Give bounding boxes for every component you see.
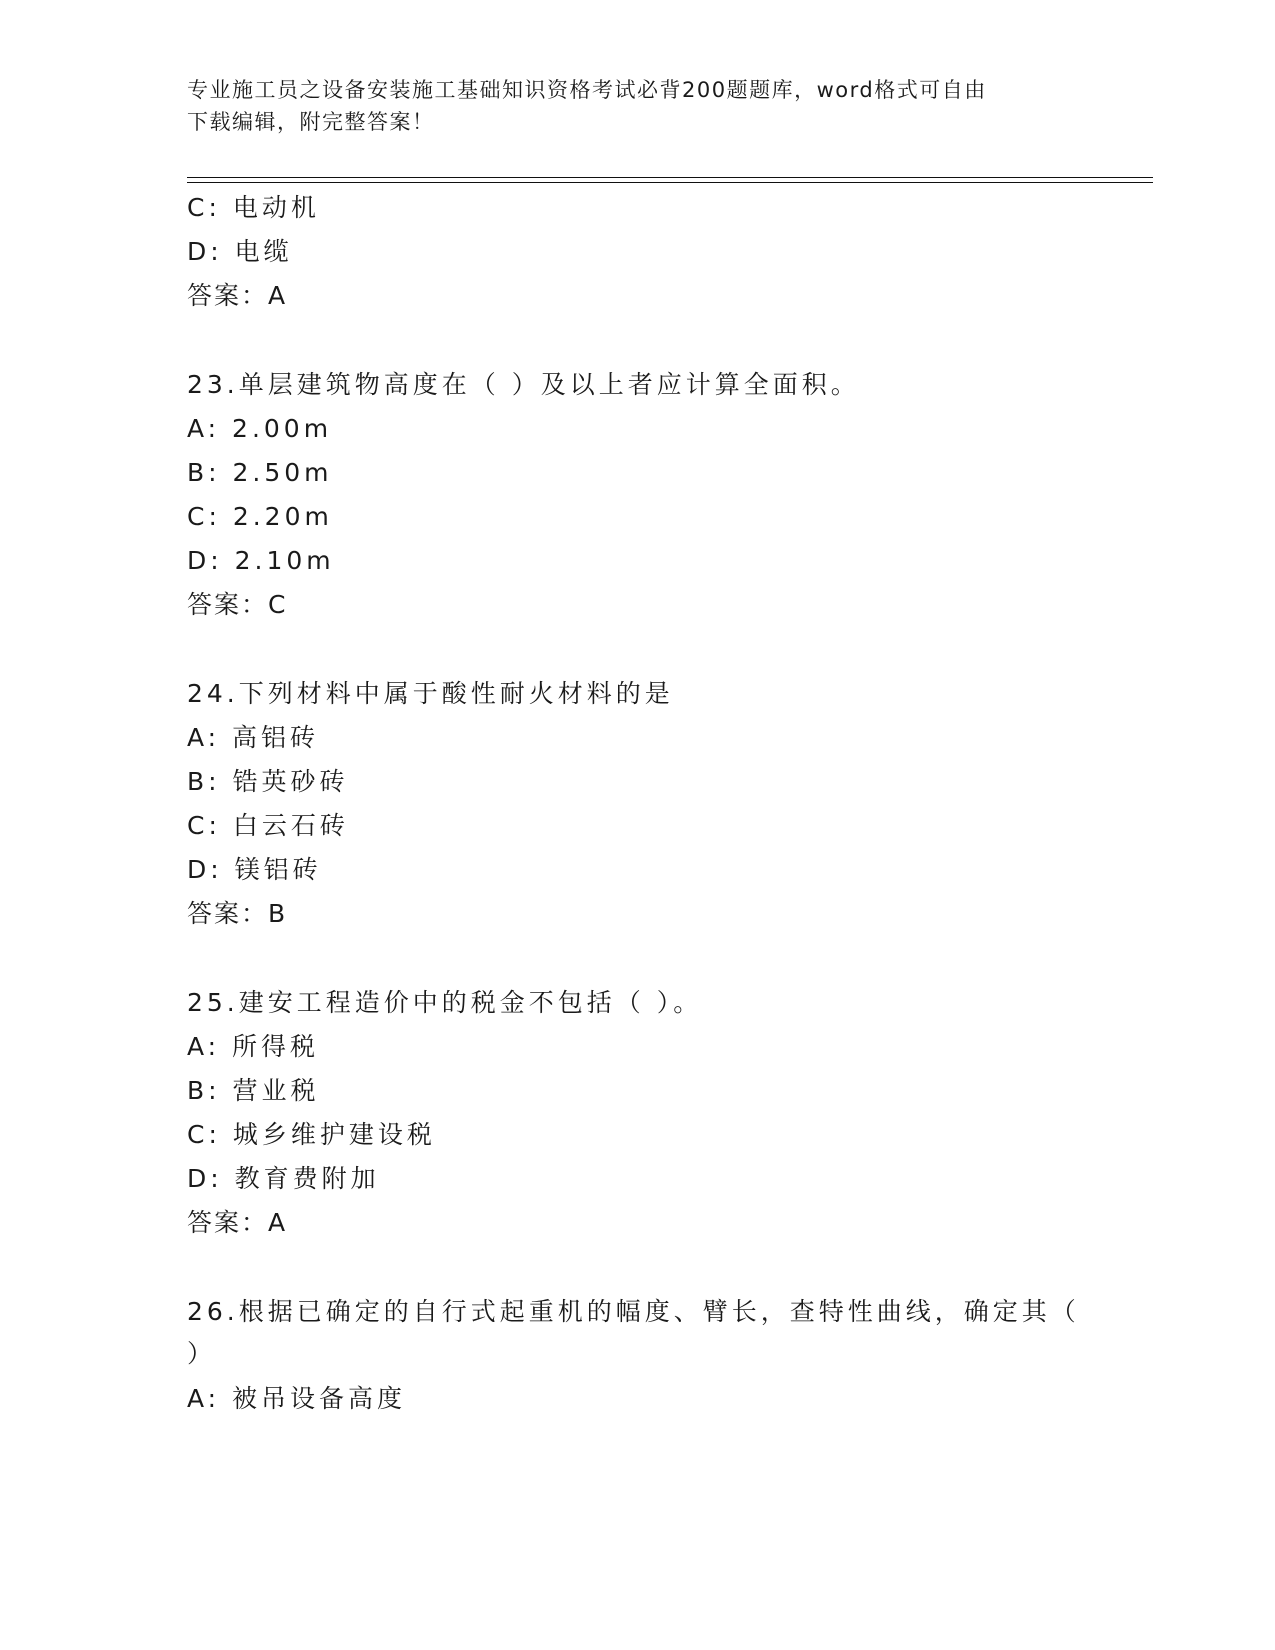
q26-option-a: A: 被吊设备高度 <box>187 1384 407 1413</box>
q23-question: 23.单层建筑物高度在（ ）及以上者应计算全面积。 <box>187 370 860 399</box>
header-title-line-2: 下载编辑，附完整答案！ <box>187 110 435 134</box>
prev-option-c: C: 电动机 <box>187 193 320 222</box>
header-divider-bottom <box>187 182 1153 183</box>
q25-option-c: C: 城乡维护建设税 <box>187 1120 436 1149</box>
q23-answer: 答案：C <box>187 590 288 619</box>
q25-option-b: B: 营业税 <box>187 1076 320 1105</box>
q23-option-c: C: 2.20m <box>187 502 333 531</box>
prev-option-d: D: 电缆 <box>187 237 293 266</box>
q26-question-line-2: ） <box>187 1339 217 1368</box>
q24-option-c: C: 白云石砖 <box>187 811 349 840</box>
q25-option-a: A: 所得税 <box>187 1032 320 1061</box>
document-header <box>187 74 1067 138</box>
q23-option-b: B: 2.50m <box>187 458 333 487</box>
q24-option-d: D: 镁铝砖 <box>187 855 322 884</box>
q24-question: 24.下列材料中属于酸性耐火材料的是 <box>187 679 674 708</box>
q24-option-b: B: 锆英砂砖 <box>187 767 349 796</box>
q23-option-d: D: 2.10m <box>187 546 335 575</box>
q26-question-line-1: 26.根据已确定的自行式起重机的幅度、臂长，查特性曲线，确定其（ <box>187 1297 1080 1326</box>
q25-answer: 答案：A <box>187 1208 288 1237</box>
q23-option-a: A: 2.00m <box>187 414 333 443</box>
q25-question: 25.建安工程造价中的税金不包括（ ）。 <box>187 988 703 1017</box>
prev-answer: 答案：A <box>187 281 288 310</box>
header-divider-top <box>187 177 1153 178</box>
header-title-line-1: 专业施工员之设备安装施工基础知识资格考试必背200题题库，word格式可自由 <box>187 78 987 102</box>
q24-answer: 答案：B <box>187 899 288 928</box>
q24-option-a: A: 高铝砖 <box>187 723 320 752</box>
q25-option-d: D: 教育费附加 <box>187 1164 380 1193</box>
